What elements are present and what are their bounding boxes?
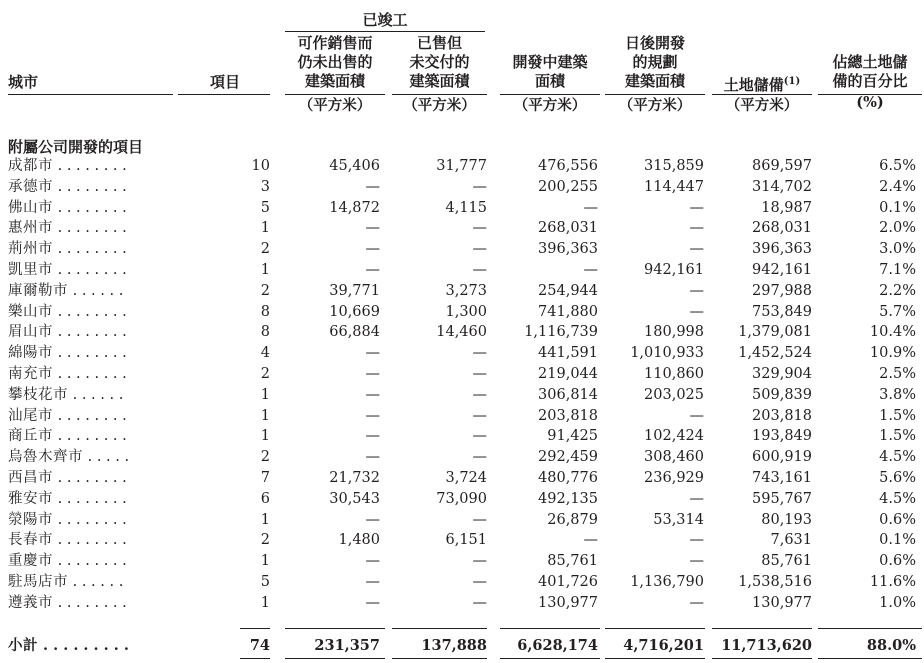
cell-land-bank: 1,452,524 (738, 345, 812, 362)
cell-items: 8 (260, 324, 270, 341)
row-city (8, 489, 127, 509)
cell-items: 1 (260, 594, 270, 611)
leader-dots: . . . . . . . . (53, 470, 127, 486)
cell-saleable: — (365, 241, 380, 258)
cell-future: 203,025 (644, 386, 704, 403)
row-city (8, 572, 123, 592)
cell-sold: 73,090 (436, 490, 487, 507)
cell-items: 1 (260, 553, 270, 570)
city-name: 駐馬店市 (8, 574, 68, 590)
cell-items: 1 (260, 386, 270, 403)
cell-land-bank: 1,538,516 (738, 574, 812, 590)
cell-sold: — (472, 262, 487, 278)
subtotal-bottom-rule-sold (392, 658, 487, 659)
cell-land-bank: 396,363 (752, 241, 812, 258)
city-name: 樂山市 (8, 303, 53, 320)
cell-saleable: 231,357 (314, 637, 380, 654)
city-name: 攀枝花市 (8, 386, 68, 403)
cell-land-bank: 130,977 (752, 594, 812, 611)
cell-under-dev: 1,116,739 (524, 324, 598, 341)
cell-future: — (689, 303, 704, 320)
cell-items: 10 (251, 158, 270, 174)
city-name: 綿陽市 (8, 345, 53, 362)
cell-saleable: — (365, 594, 380, 611)
cell-land-bank: 85,761 (761, 553, 812, 570)
cell-future: 53,314 (653, 511, 704, 528)
subtotal-top-rule-under-dev (500, 628, 600, 629)
subtotal-top-rule-land-bank (712, 628, 812, 629)
header-saleable-line1: 可作銷售而 (297, 34, 373, 52)
row-city (8, 156, 127, 176)
header-rule-saleable (285, 94, 385, 95)
header-future-line1: 日後開發 (624, 34, 685, 52)
cell-land-bank: 1,379,081 (738, 324, 812, 341)
cell-under-dev: 401,726 (538, 574, 598, 590)
header-sold-line3: 建築面積 (409, 72, 470, 90)
cell-sold: 4,115 (445, 199, 487, 216)
cell-saleable: 66,884 (329, 324, 380, 341)
cell-percent: 5.6% (879, 470, 916, 486)
leader-dots: . . . . . . . . (53, 490, 127, 507)
header-rule-land-bank (712, 94, 812, 95)
cell-saleable: — (365, 386, 380, 403)
cell-sold: 3,724 (445, 470, 487, 486)
cell-saleable: 45,406 (329, 158, 380, 174)
subtotal-bottom-rule-saleable (285, 658, 385, 659)
cell-saleable: 30,543 (329, 490, 380, 507)
cell-sold: 3,273 (445, 282, 487, 299)
header-saleable-line2: 仍未出售的 (297, 53, 373, 71)
cell-percent: 4.5% (879, 490, 916, 507)
cell-future: 102,424 (644, 428, 704, 445)
cell-percent: 4.5% (879, 449, 916, 466)
city-name: 西昌市 (8, 470, 53, 486)
header-future-line3: 建築面積 (624, 72, 685, 90)
leader-dots: . . . . . . . . (53, 594, 127, 611)
cell-future: — (689, 282, 704, 299)
subtotal-bottom-rule-percent (818, 658, 922, 659)
cell-under-dev: 26,879 (547, 511, 598, 528)
row-city (8, 322, 127, 342)
leader-dots: . . . . . . (68, 386, 124, 403)
header-rule-item (178, 94, 270, 95)
city-name: 庫爾勒市 (8, 282, 68, 299)
row-city (8, 343, 127, 363)
cell-sold: — (472, 574, 487, 590)
cell-sold: 14,460 (436, 324, 487, 341)
cell-items: 5 (260, 574, 270, 590)
cell-land-bank: 509,839 (752, 386, 812, 403)
cell-land-bank: 268,031 (752, 220, 812, 237)
cell-saleable: 21,732 (329, 470, 380, 486)
cell-items: 1 (260, 220, 270, 237)
cell-future: 942,161 (644, 262, 704, 278)
cell-items: 7 (260, 470, 270, 486)
leader-dots: . . . . . . . . . (38, 637, 129, 654)
leader-dots: . . . . . . . . (53, 553, 127, 570)
cell-percent: 6.5% (879, 158, 916, 174)
subtotal-label (8, 636, 129, 656)
cell-sold: — (472, 366, 487, 382)
subtotal-top-rule-sold (392, 628, 487, 629)
cell-saleable: 39,771 (329, 282, 380, 299)
header-rule-sold (392, 94, 487, 95)
cell-saleable: 1,480 (338, 532, 380, 549)
cell-land-bank: 193,849 (752, 428, 812, 445)
city-name: 滎陽市 (8, 511, 53, 528)
subtotal-top-rule-future (605, 628, 705, 629)
header-city: 城市 (8, 73, 39, 91)
cell-percent: 7.1% (879, 262, 916, 278)
leader-dots: . . . . . . . . (53, 220, 127, 237)
row-city (8, 447, 129, 467)
cell-items: 1 (260, 428, 270, 445)
cell-percent: 3.8% (879, 386, 916, 403)
cell-sold: — (472, 407, 487, 424)
city-name: 眉山市 (8, 324, 53, 341)
cell-sold: 31,777 (436, 158, 487, 174)
cell-percent: 2.4% (879, 178, 916, 195)
header-saleable-line3: 建築面積 (304, 72, 365, 90)
cell-under-dev: — (583, 532, 598, 549)
cell-future: 180,998 (644, 324, 704, 341)
cell-under-dev: 85,761 (547, 553, 598, 570)
subtotal-bottom-rule-future (605, 658, 705, 659)
cell-future: 110,860 (644, 366, 704, 382)
cell-under-dev: 480,776 (538, 470, 598, 486)
header-under-dev-line2: 面積 (534, 72, 565, 90)
cell-land-bank: 314,702 (752, 178, 812, 195)
row-city (8, 593, 127, 613)
leader-dots: . . . . . . . . (53, 511, 127, 528)
subtotal-bottom-rule-under-dev (500, 658, 600, 659)
cell-percent: 1.5% (879, 428, 916, 445)
cell-percent: 2.5% (879, 366, 916, 382)
header-future-line2: 的規劃 (632, 53, 678, 71)
header-sold-line2: 未交付的 (409, 53, 470, 71)
cell-future: 315,859 (644, 158, 704, 174)
cell-under-dev: 306,814 (538, 386, 598, 403)
cell-sold: — (472, 553, 487, 570)
city-name: 成都市 (8, 158, 53, 174)
cell-saleable: 14,872 (329, 199, 380, 216)
cell-under-dev: 476,556 (538, 158, 598, 174)
cell-items: 3 (260, 178, 270, 195)
cell-items: 1 (260, 262, 270, 278)
city-name: 承德市 (8, 178, 53, 195)
cell-sold: 1,300 (445, 303, 487, 320)
cell-items: 2 (260, 282, 270, 299)
subtotal-top-rule-percent (818, 628, 922, 629)
cell-percent: 0.6% (879, 553, 916, 570)
header-percent-line2: 備的百分比 (832, 72, 908, 90)
row-city (8, 426, 127, 446)
cell-saleable: — (365, 220, 380, 237)
leader-dots: . . . . . . . . (53, 178, 127, 195)
cell-land-bank: 743,161 (752, 470, 812, 486)
cell-future: — (689, 490, 704, 507)
row-city (8, 218, 127, 238)
cell-saleable: — (365, 178, 380, 195)
city-name: 凱里市 (8, 262, 53, 278)
header-rule-under-dev (500, 94, 600, 95)
subtotal-top-rule-item (240, 628, 270, 629)
cell-land-bank: 595,767 (752, 490, 812, 507)
cell-sold: — (472, 511, 487, 528)
cell-under-dev: 492,135 (538, 490, 598, 507)
cell-saleable: — (365, 428, 380, 445)
cell-under-dev: 441,591 (538, 345, 598, 362)
header-rule-percent (818, 94, 922, 95)
row-city (8, 468, 127, 488)
city-name: 商丘市 (8, 428, 53, 445)
cell-sold: 6,151 (445, 532, 487, 549)
cell-saleable: — (365, 511, 380, 528)
cell-items: 1 (260, 407, 270, 424)
cell-items: 5 (260, 199, 270, 216)
cell-under-dev: 741,880 (538, 303, 598, 320)
cell-sold: — (472, 594, 487, 611)
cell-percent: 0.1% (879, 199, 916, 216)
cell-sold: — (472, 345, 487, 362)
cell-items: 4 (260, 345, 270, 362)
cell-sold: — (472, 449, 487, 466)
cell-saleable: — (365, 449, 380, 466)
cell-land-bank: 297,988 (752, 282, 812, 299)
leader-dots: . . . . . . . . (53, 262, 127, 278)
cell-under-dev: 200,255 (538, 178, 598, 195)
header-under-dev-unit: （平方米） (513, 97, 587, 114)
row-city (8, 385, 123, 405)
city-name: 荊州市 (8, 241, 53, 258)
cell-future: — (689, 199, 704, 216)
cell-under-dev: 219,044 (538, 366, 598, 382)
cell-land-bank: 329,904 (752, 366, 812, 382)
cell-future: 114,447 (644, 178, 704, 195)
header-saleable-unit: （平方米） (298, 97, 372, 114)
subtotal-bottom-rule-item (240, 658, 270, 659)
cell-items: 2 (260, 532, 270, 549)
cell-percent: 1.0% (879, 594, 916, 611)
cell-percent: 2.2% (879, 282, 916, 299)
header-under-dev-line1: 開發中建築 (512, 53, 588, 71)
cell-land-bank: 600,919 (752, 449, 812, 466)
cell-saleable: — (365, 345, 380, 362)
header-land-bank-label: 土地儲備 (723, 76, 784, 94)
cell-percent: 1.5% (879, 407, 916, 424)
leader-dots: . . . . . . . . (53, 241, 127, 258)
leader-dots: . . . . . . (68, 574, 124, 590)
cell-future: — (689, 407, 704, 424)
cell-future: 236,929 (644, 470, 704, 486)
row-city (8, 198, 127, 218)
header-rule-city (8, 94, 173, 95)
leader-dots: . . . . . (83, 449, 130, 466)
cell-items: 1 (260, 511, 270, 528)
row-city (8, 530, 127, 550)
city-name: 汕尾市 (8, 407, 53, 424)
leader-dots: . . . . . . . . (53, 407, 127, 424)
subtotal-bottom-rule-land-bank (712, 658, 812, 659)
cell-percent: 10.4% (869, 324, 916, 341)
cell-land-bank: 942,161 (752, 262, 812, 278)
cell-under-dev: 268,031 (538, 220, 598, 237)
leader-dots: . . . . . . . . (53, 303, 127, 320)
cell-percent: 10.9% (869, 345, 916, 362)
subtotal-top-rule-saleable (285, 628, 385, 629)
row-city (8, 302, 127, 322)
cell-percent: 0.1% (879, 532, 916, 549)
leader-dots: . . . . . . . . (53, 324, 127, 341)
cell-land-bank: 18,987 (761, 199, 812, 216)
header-percent-unit: (%) (856, 94, 884, 111)
header-land-bank-unit: （平方米） (725, 97, 799, 114)
row-city (8, 281, 123, 301)
cell-future: — (689, 220, 704, 237)
city-name: 小計 (8, 637, 38, 654)
leader-dots: . . . . . . . . (53, 199, 127, 216)
cell-percent: 88.0% (866, 637, 916, 654)
cell-land-bank: 753,849 (752, 303, 812, 320)
cell-future: — (689, 594, 704, 611)
cell-sold: — (472, 241, 487, 258)
cell-items: 2 (260, 366, 270, 382)
header-sold-unit: （平方米） (403, 97, 476, 114)
cell-items: 74 (249, 637, 270, 654)
cell-percent: 2.0% (879, 220, 916, 237)
cell-percent: 11.6% (869, 574, 916, 590)
cell-percent: 0.6% (879, 511, 916, 528)
cell-land-bank: 80,193 (761, 511, 812, 528)
header-sold-line1: 已售但 (416, 34, 462, 52)
row-city (8, 260, 127, 280)
cell-under-dev: 91,425 (547, 428, 598, 445)
cell-land-bank: 7,631 (770, 532, 812, 549)
cell-sold: — (472, 386, 487, 403)
cell-saleable: — (365, 407, 380, 424)
city-name: 重慶市 (8, 553, 53, 570)
cell-sold: — (472, 220, 487, 237)
leader-dots: . . . . . . (68, 282, 124, 299)
header-land-bank (712, 72, 812, 95)
cell-land-bank: 869,597 (752, 158, 812, 174)
leader-dots: . . . . . . . . (53, 428, 127, 445)
cell-land-bank: 203,818 (752, 407, 812, 424)
header-completed-group: 已竣工 (362, 11, 408, 29)
leader-dots: . . . . . . . . (53, 366, 127, 382)
header-future-unit: （平方米） (618, 97, 692, 114)
cell-saleable: — (365, 574, 380, 590)
cell-under-dev: 396,363 (538, 241, 598, 258)
cell-under-dev: 130,977 (538, 594, 598, 611)
city-name: 雅安市 (8, 490, 53, 507)
section-title: 附屬公司開發的項目 (8, 138, 144, 156)
footnote-marker: (1) (783, 76, 801, 87)
cell-under-dev: 292,459 (538, 449, 598, 466)
row-city (8, 239, 127, 259)
cell-items: 2 (260, 241, 270, 258)
cell-land-bank: 11,713,620 (721, 637, 812, 654)
city-name: 南充市 (8, 366, 53, 382)
cell-items: 2 (260, 449, 270, 466)
cell-under-dev: 254,944 (538, 282, 598, 299)
header-rule-future (605, 94, 705, 95)
city-name: 佛山市 (8, 199, 53, 216)
row-city (8, 551, 127, 571)
row-city (8, 406, 127, 426)
row-city (8, 510, 127, 530)
cell-saleable: — (365, 366, 380, 382)
row-city (8, 364, 127, 384)
leader-dots: . . . . . . . . (53, 532, 127, 549)
cell-saleable: — (365, 553, 380, 570)
cell-future: 1,010,933 (630, 345, 704, 362)
header-item: 項目 (209, 73, 240, 91)
cell-under-dev: — (583, 199, 598, 216)
cell-future: 308,460 (644, 449, 704, 466)
cell-future: 4,716,201 (623, 637, 704, 654)
cell-under-dev: — (583, 262, 598, 278)
cell-items: 6 (260, 490, 270, 507)
cell-under-dev: 203,818 (538, 407, 598, 424)
city-name: 烏魯木齊市 (8, 449, 83, 466)
cell-future: — (689, 241, 704, 258)
city-name: 遵義市 (8, 594, 53, 611)
completed-group-rule (285, 31, 485, 32)
row-city (8, 177, 127, 197)
cell-saleable: — (365, 262, 380, 278)
cell-future: — (689, 532, 704, 549)
cell-under-dev: 6,628,174 (517, 637, 598, 654)
cell-future: — (689, 553, 704, 570)
leader-dots: . . . . . . . . (53, 345, 127, 362)
cell-sold: — (472, 428, 487, 445)
cell-saleable: 10,669 (329, 303, 380, 320)
city-name: 惠州市 (8, 220, 53, 237)
cell-percent: 3.0% (879, 241, 916, 258)
leader-dots: . . . . . . . . (53, 158, 127, 174)
cell-sold: 137,888 (421, 637, 487, 654)
cell-sold: — (472, 178, 487, 195)
city-name: 長春市 (8, 532, 53, 549)
cell-items: 8 (260, 303, 270, 320)
header-percent-line1: 佔總土地儲 (832, 53, 908, 71)
cell-percent: 5.7% (879, 303, 916, 320)
cell-future: 1,136,790 (630, 574, 704, 590)
